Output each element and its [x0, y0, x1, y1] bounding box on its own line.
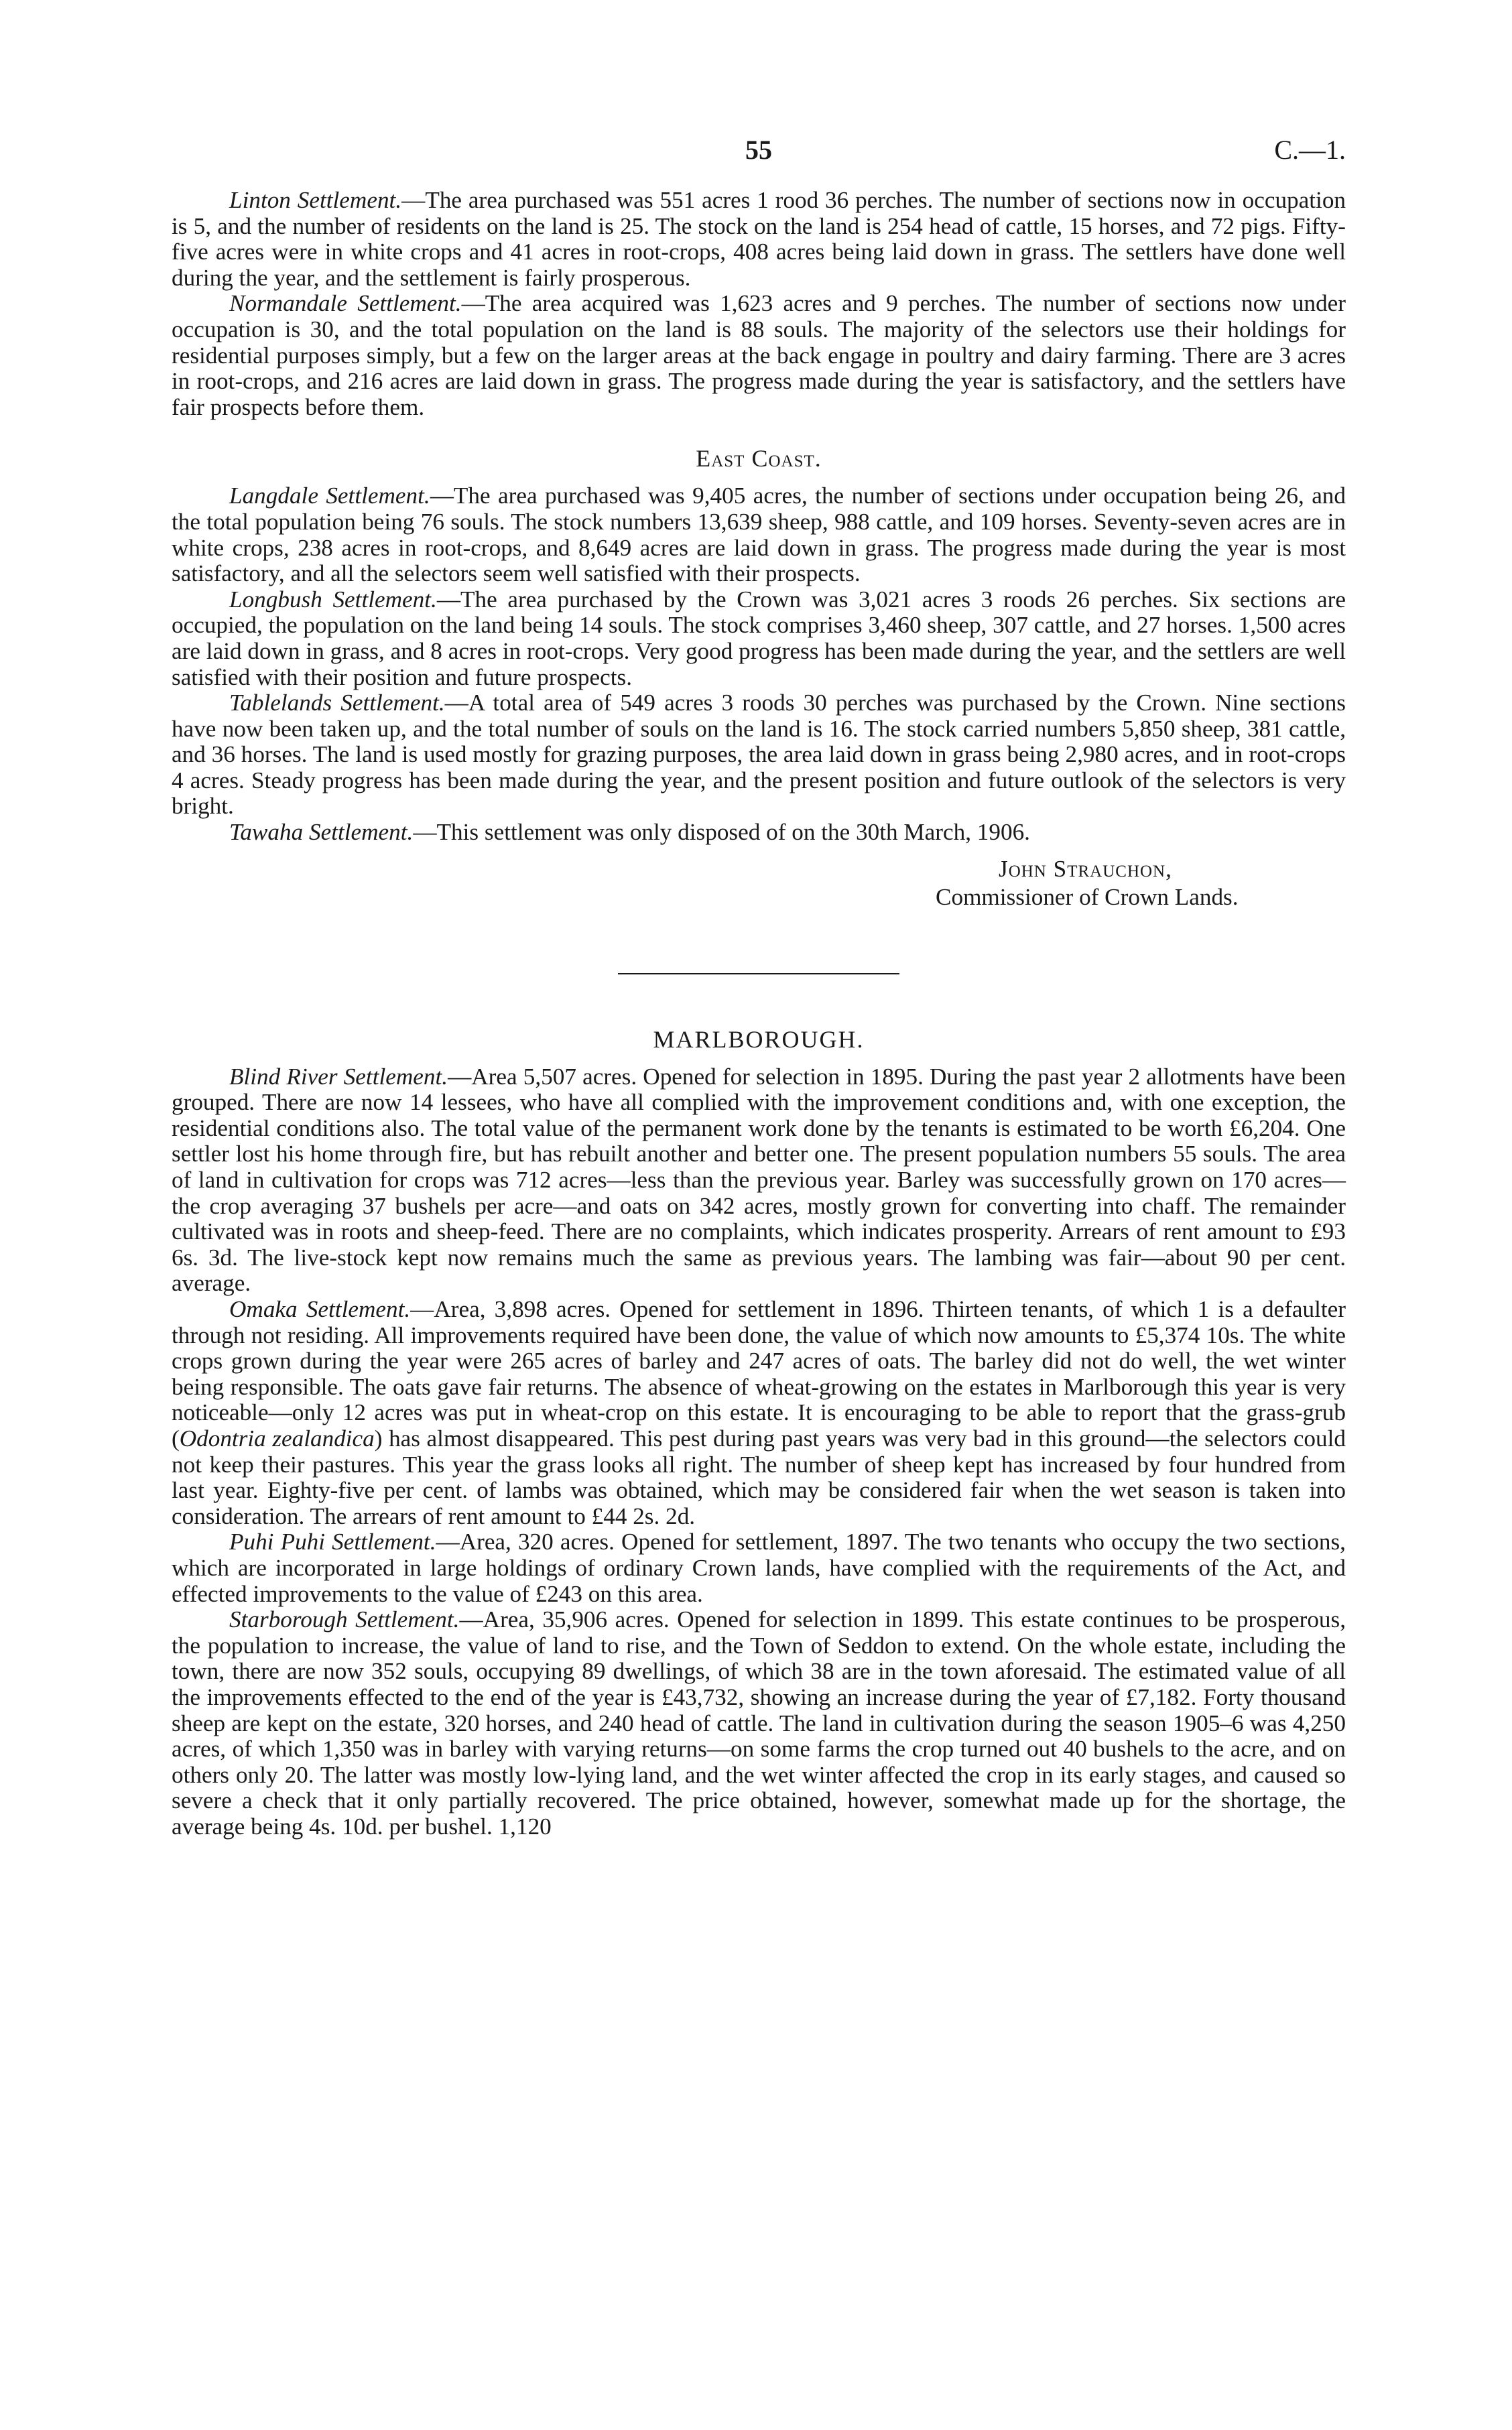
paragraph-text: —Area 5,507 acres. Opened for selection in 1895. During the past year 2 allotments have been grouped. There are now 14 lessees, who have all complied with the improvement conditions and, with one exception, the residential conditions also. The total value of the permanent work done by the tenants is estimated to be worth £6,204. One settler lost his home through fire, but has rebuilt another and better one. The present population numbers 55 souls. The area of land in cultivation for crops was 712 acres—less than the previous year. Barley was successfully grown on 170 acres—the crop averaging 37 bushels per acre—and oats on 342 acres, mostly grown for converting into chaff. The remainder cultivated was in roots and sheep-feed. There are no complaints, which indicates prosperity. Arrears of rent amount to £93 6s. 3d. The live-stock kept now remains much the same as previous years. The lambing was fair—about 90 per cent. average.	[172, 1063, 1346, 1297]
document-reference: C.—1.	[1274, 135, 1346, 165]
paragraph-omaka	[172, 1297, 1346, 1529]
paragraph-text: ) has almost disappeared. This pest during past years was very bad in this ground—the selectors could not keep their pastures. This year the grass looks all right. The number of sheep kept has increased by four hundred from last year. Eighty-five per cent. of lambs was obtained, which may be considered fair when the wet season is taken into consideration. The arrears of rent amount to £44 2s. 2d.	[172, 1425, 1346, 1529]
paragraph-langdale	[172, 483, 1346, 586]
settlement-name: Starborough Settlement.	[229, 1606, 460, 1633]
paragraph-longbush	[172, 587, 1346, 690]
paragraph-text: —Area, 35,906 acres. Opened for selection in 1899. This estate continues to be prosperous, the population to increase, the value of land to rise, and the Town of Seddon to extend. On the whole estate, including the town, there are now 352 souls, occupying 89 dwellings, of which 38 are in the town aforesaid. The estimated value of all the improvements effected to the end of the year is £43,732, showing an increase during the year of £7,182. Forty thousand sheep are kept on the estate, 320 horses, and 240 head of cattle. The land in cultivation during the season 1905–6 was 4,250 acres, of which 1,350 was in barley with varying returns—on some farms the crop turned out 40 bushels to the acre, and on others only 20. The latter was mostly low-lying land, and the wet winter affected the crop in its early stages, and caused so severe a check that it only partially recovered. The price obtained, however, somewhat made up for the shortage, the average being 4s. 10d. per bushel. 1,120	[172, 1606, 1346, 1840]
paragraph-text: —The area purchased was 9,405 acres, the number of sections under occupation being 26, and the total population being 76 souls. The stock numbers 13,639 sheep, 988 cattle, and 109 horses. Seventy-seven acres are in white crops, 238 acres in root-crops, and 8,649 acres are laid down in grass. The progress made during the year is most satisfactory, and all the selectors seem well satisfied with their prospects.	[172, 483, 1346, 587]
section-heading-marlborough: MARLBOROUGH.	[653, 1025, 865, 1053]
paragraph-linton	[172, 188, 1346, 291]
settlement-name: Puhi Puhi Settlement.	[229, 1529, 436, 1555]
settlement-name: Langdale Settlement.	[229, 483, 430, 509]
page-number: 55	[745, 135, 772, 165]
paragraph-tawaha	[172, 820, 1346, 846]
paragraph-text: —The area purchased was 551 acres 1 rood 36 perches. The number of sections now in occupation is 5, and the number of residents on the land is 25. The stock on the land is 254 head of cattle, 15 horses, and 72 pigs. Fifty-five acres were in white crops and 41 acres in root-crops, 408 acres being laid down in grass. The settlers have done well during the year, and the settlement is fairly prosperous.	[172, 187, 1346, 291]
settlement-name: Tablelands Settlement.	[229, 690, 445, 716]
paragraph-text: —This settlement was only disposed of on the 30th March, 1906.	[413, 819, 1030, 846]
paragraph-normandale	[172, 291, 1346, 420]
paragraph-text: —Area, 320 acres. Opened for settlement, 1897. The two tenants who occupy the two sections, which are incorporated in large holdings of ordinary Crown lands, have complied with the requirements of the Act, and effected improvements to the value of £243 on this area.	[172, 1529, 1346, 1607]
settlement-name: Tawaha Settlement.	[229, 819, 414, 846]
document-page	[172, 134, 1346, 1840]
paragraph-starborough	[172, 1607, 1346, 1840]
section-heading-east-coast: East Coast.	[696, 445, 822, 472]
signer-title: Commissioner of Crown Lands.	[936, 883, 1239, 910]
signer-name: John Strauchon,	[999, 855, 1172, 882]
scientific-name: Odontria zealandica	[179, 1425, 375, 1452]
paragraph-text: —A total area of 549 acres 3 roods 30 perches was purchased by the Crown. Nine sections have now been taken up, and the total number of souls on the land is 16. The stock carried numbers 5,850 sheep, 381 cattle, and 36 horses. The land is used mostly for grazing purposes, the area laid down in grass being 2,980 acres, and in root-crops 4 acres. Steady progress has been made during the year, and the present position and future outlook of the selectors is very bright.	[172, 690, 1346, 820]
signature-block	[936, 855, 1346, 911]
settlement-name: Linton Settlement.	[229, 187, 402, 213]
page-header	[172, 134, 1346, 174]
paragraph-text: —The area acquired was 1,623 acres and 9 perches. The number of sections now under occupation is 30, and the total population on the land is 88 souls. The majority of the selectors use their holdings for residential purposes simply, but a few on the larger areas at the back engage in poultry and dairy farming. There are 3 acres in root-crops, and 216 acres are laid down in grass. The progress made during the year is satisfactory, and the settlers have fair prospects before them.	[172, 290, 1346, 420]
settlement-name: Omaka Settlement.	[229, 1296, 411, 1322]
settlement-name: Blind River Settlement.	[229, 1063, 448, 1090]
paragraph-blind-river	[172, 1064, 1346, 1297]
paragraph-tablelands	[172, 690, 1346, 820]
paragraph-text: —The area purchased by the Crown was 3,021 acres 3 roods 26 perches. Six sections are occupied, the population on the land being 14 souls. The stock comprises 3,460 sheep, 307 cattle, and 27 horses. 1,500 acres are laid down in grass, and 8 acres in root-crops. Very good progress has been made during the year, and the settlers are well satisfied with their position and future prospects.	[172, 586, 1346, 690]
paragraph-text: —Area, 3,898 acres. Opened for settlement in 1896. Thirteen tenants, of which 1 is a defaulter through not residing. All improvements required have been done, the value of which now amounts to £5,374 10s. The white crops grown during the year were 265 acres of barley and 247 acres of oats. The barley did not do well, the wet winter being responsible. The oats gave fair returns. The absence of wheat-growing on the estates in Marlborough this year is very noticeable—only 12 acres was put in wheat-crop on this estate. It is encouraging to be able to report that the grass-grub (	[172, 1296, 1346, 1452]
settlement-name: Normandale Settlement.	[229, 290, 462, 317]
section-divider	[618, 973, 899, 974]
paragraph-puhi-puhi	[172, 1529, 1346, 1607]
settlement-name: Longbush Settlement.	[229, 586, 437, 613]
